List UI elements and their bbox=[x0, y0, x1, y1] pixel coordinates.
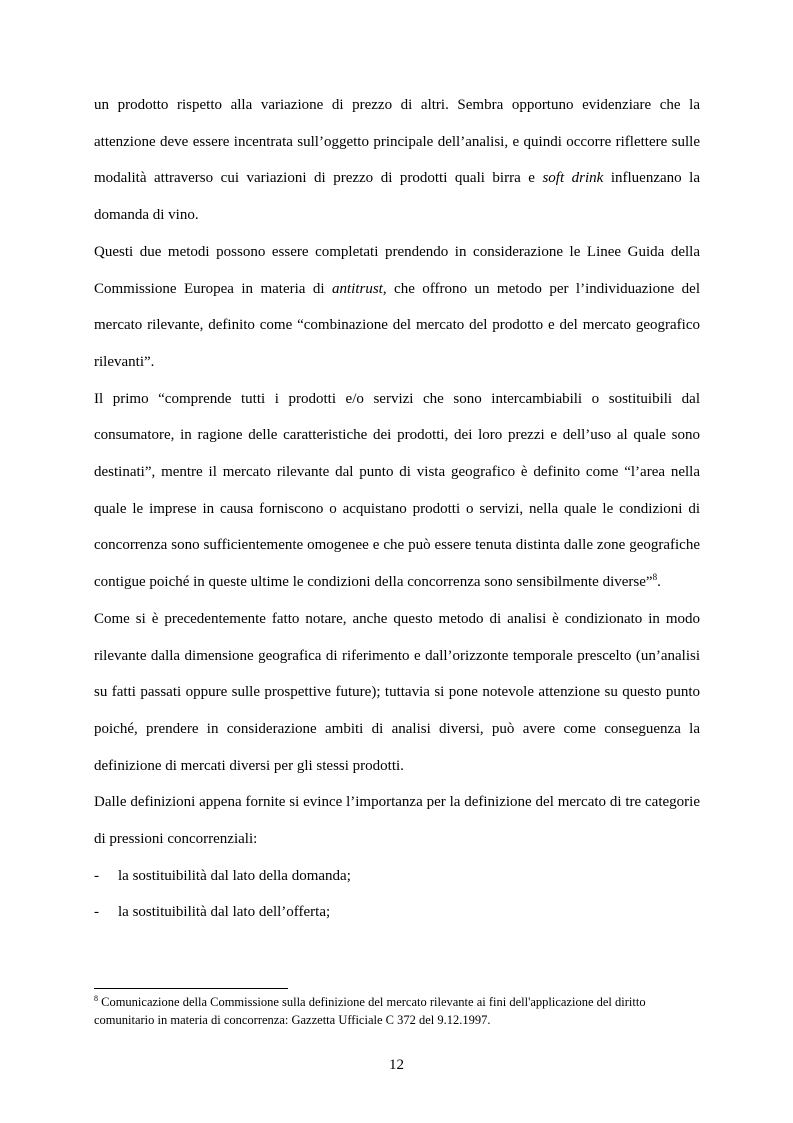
footnote-text: Comunicazione della Commissione sulla definizione del mercato rilevante ai fini dell'applicazione del diritto comunitario in materia di concorrenza: Gazzetta Ufficiale C 372 del 9.12.1997. bbox=[94, 995, 646, 1027]
footnote bbox=[94, 993, 700, 1029]
list-dash: - bbox=[94, 867, 99, 884]
emphasis-antitrust: antitrust bbox=[332, 280, 383, 297]
paragraph-2: Questi due metodi possono essere completati prendendo in considerazione le Linee Guida della Commissione Europea in materia di antitrust, che offrono un metodo per l’individuazione del mercato rilevante, definito come “combinazione del mercato del prodotto e del mercato geografico rilevanti”. bbox=[94, 243, 700, 370]
page-number: 12 bbox=[389, 1057, 404, 1073]
paragraph-1: un prodotto rispetto alla variazione di prezzo di altri. Sembra opportuno evidenziare che la attenzione deve essere incentrata sull’oggetto principale dell’analisi, e quindi occorre riflettere sulle modalità attraverso cui variazioni di prezzo di prodotti quali birra e soft drink influenzano la domanda di vino. bbox=[94, 97, 700, 224]
footnote-number: 8 bbox=[94, 994, 98, 1003]
list-item: - la sostituibilità dal lato dell’offerta; bbox=[94, 894, 700, 931]
paragraph-5: Dalle definizioni appena fornite si evince l’importanza per la definizione del mercato di tre categorie di pressioni concorrenziali: bbox=[94, 794, 700, 848]
emphasis-soft-drink: soft drink bbox=[542, 170, 604, 187]
paragraph-3: Il primo “comprende tutti i prodotti e/o servizi che sono intercambiabili o sostituibili dal consumatore, in ragione delle caratteristiche dei prodotti, dei loro prezzi e dell’uso al quale sono destinati”, mentre il mercato rilevante dal punto di vista geografico è definito come “l’area nella quale le imprese in causa forniscono o acquistano prodotti o servizi, nella quale le condizioni di concorrenza sono sufficientemente omogenee e che può essere tenuta distinta dalle zone geografiche contigue poiché in queste ultime le condizioni della concorrenza sono sensibilmente diverse”$^8$. bbox=[94, 390, 700, 591]
paragraph-4: Come si è precedentemente fatto notare, anche questo metodo di analisi è condizionato in modo rilevante dalla dimensione geografica di riferimento e dall’orizzonte temporale prescelto (un’analisi su fatti passati oppure sulle prospettive future); tuttavia si pone notevole attenzione su questo punto poiché, prendere in considerazione ambiti di analisi diversi, può avere come conseguenza la definizione di mercati diversi per gli stessi prodotti. bbox=[94, 610, 700, 774]
list-dash: - bbox=[94, 904, 99, 921]
list-item: - la sostituibilità dal lato della domanda; bbox=[94, 858, 700, 895]
footnote-separator bbox=[94, 988, 288, 989]
pressure-list bbox=[94, 858, 700, 931]
page-body bbox=[94, 87, 700, 931]
footnote-reference[interactable]: 8 bbox=[652, 572, 658, 583]
